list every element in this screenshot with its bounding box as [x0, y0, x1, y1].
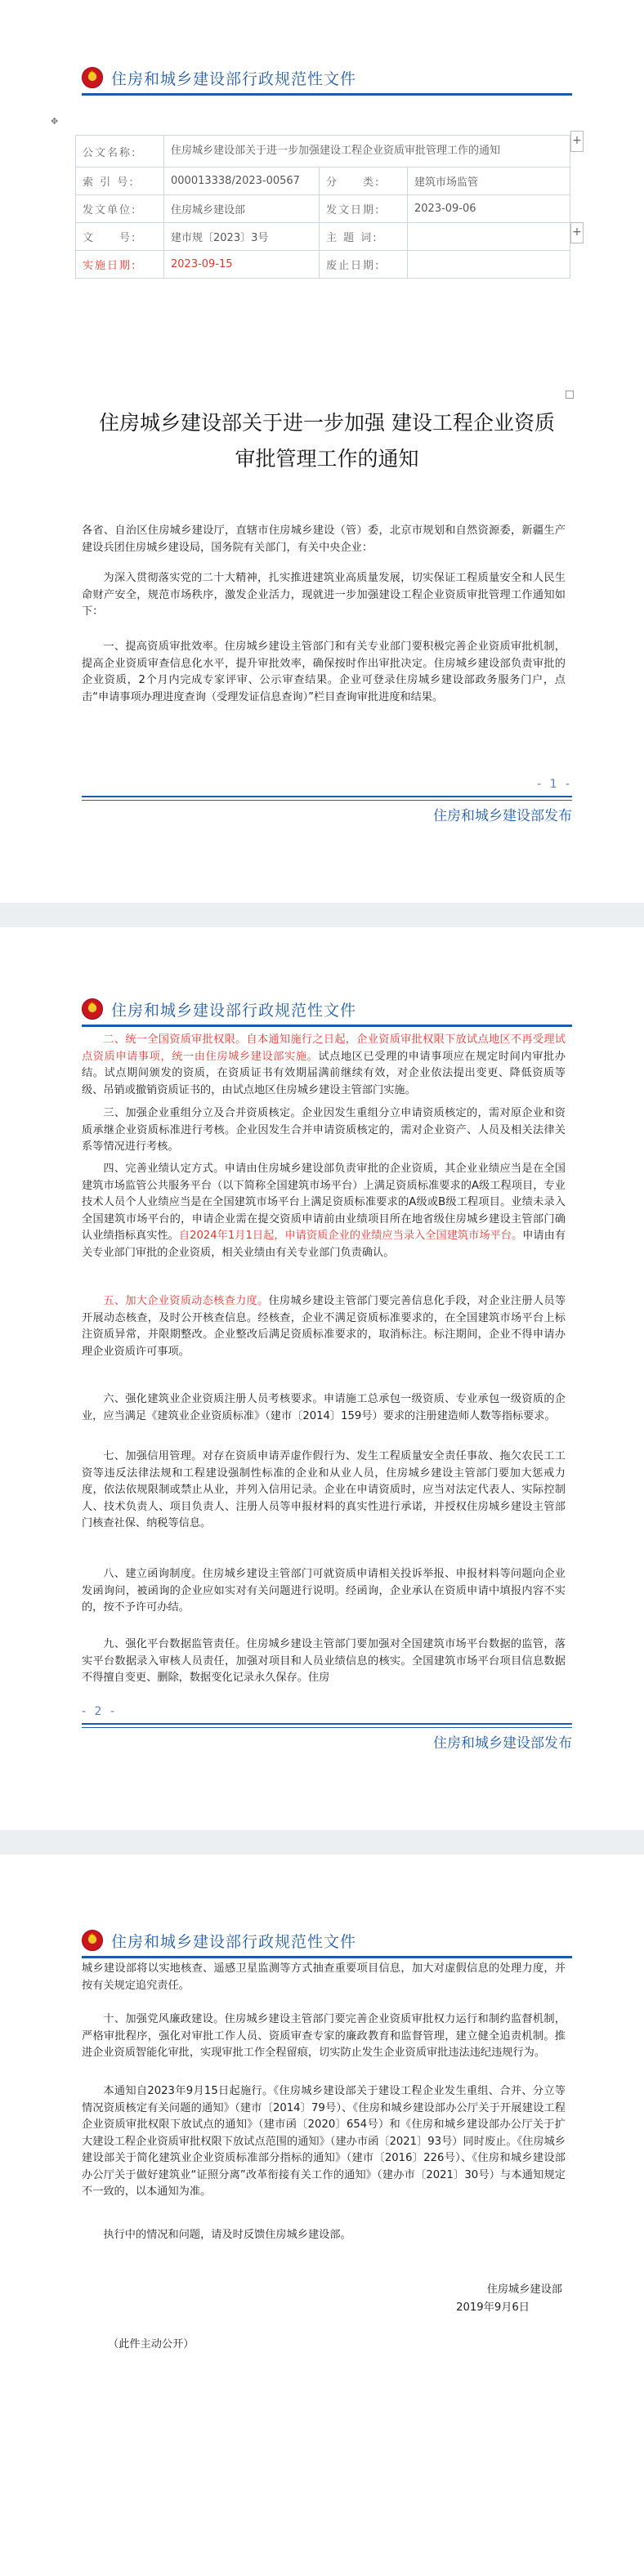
item-10-paragraph: 十、加强党风廉政建设。住房城乡建设主管部门要完善企业资质审批权力运行和制约监督机制，严格审批程序，强化对审批工作人员、资质审查专家的廉政教育和监督管理，建立健全追责机制。推进企业资质智能化审批，实现审批工作全程留痕，切实防止发生企业资质审批违法违纪违规行为。 [82, 2013, 566, 2059]
docno-label: 文 号: [76, 223, 164, 251]
national-emblem-icon [82, 998, 103, 1020]
header-divider [82, 1956, 572, 1958]
item-2-highlight: 二、统一全国资质审批权限。自本通知施行之日起，企业资质审批权限下放试点地区不再受理试点资质申请事项，统一由住房城乡建设部实施。 [82, 1034, 566, 1063]
item-9-paragraph: 九、强化平台数据监管责任。住房城乡建设主管部门要加强对全国建筑市场平台数据的监管，落实平台数据录入审核人员责任，加强对项目和人员业绩信息的核实。全国建筑市场平台项目信息数据不得擅自变更、删除，数据变化记录永久保存。住房 [82, 1638, 566, 1684]
footer-publisher: 住房和城乡建设部发布 [433, 808, 572, 824]
document-title: 住房城乡建设部关于进一步加强 建设工程企业资质审批管理工作的通知 [99, 411, 555, 471]
footer-divider [82, 796, 572, 797]
effective-date-label: 实施日期: [76, 251, 164, 279]
header-divider [82, 93, 572, 96]
item-4-paragraph [82, 1161, 566, 1261]
docno-value: 建市规〔2023〕3号 [164, 223, 320, 251]
item-9-continued: 城乡建设部将以实地核查、遥感卫星监测等方式抽查重要项目信息，加大对虚假信息的处理力度，并按有关规定追究责任。 [82, 1962, 566, 1992]
effective-paragraph: 本通知自2023年9月15日起施行。《住房城乡建设部关于建设工程企业发生重组、合并、分立等情况资质核定有关问题的通知》（建市〔2014〕79号）、《住房和城乡建设部办公厅关于开展建设工程企业资质审批权限下放试点的通知》（建市函〔2020〕654号）和《住房和城乡建设部办公厅关于扩大建设工程企业资质审批权限下放试点范围的通知》（建办市函〔2021〕93号）同时废止。《住房城乡建设部关于简化建筑业企业资质标准部分指标的通知》（建市〔2016〕226号）、《住房和城乡建设部办公厅关于做好建筑业“证照分离”改革衔接有关工作的通知》（建办市〔2021〕30号）与本通知规定不一致的，以本通知为准。 [82, 2085, 566, 2198]
expire-date-value [408, 251, 570, 279]
footer-divider [82, 1723, 572, 1725]
table-resize-handle[interactable] [566, 391, 574, 399]
index-label: 索 引 号: [76, 167, 164, 195]
effective-date-value: 2023-09-15 [164, 251, 320, 279]
issue-date-value: 2023-09-06 [408, 195, 570, 223]
table-row [76, 167, 570, 195]
table-row [76, 251, 570, 279]
addressee: 各省、自治区住房城乡建设厅，直辖市住房城乡建设（管）委，北京市规划和自然资源委，新疆生产建设兵团住房城乡建设局，国务院有关部门，有关中央企业： [82, 525, 566, 554]
national-emblem-icon [82, 1930, 103, 1951]
item-5-paragraph [82, 1293, 566, 1360]
category-value: 建筑市场监管 [408, 167, 570, 195]
page-number: - 1 - [537, 778, 572, 791]
table-row [76, 136, 570, 167]
table-row [76, 195, 570, 223]
item-4-text-a: 四、完善业绩认定方式。申请由住房城乡建设部负责审批的企业资质，其企业业绩应当是在全国建筑市场监管公共服务平台（以下简称全国建筑市场平台）上满足资质标准要求的A级工程项目，专业技术人员个人业绩应当是在全国建筑市场平台上满足资质标准要求的A级或B级工程项目。业绩未录入全国建筑市场平台的，申请企业需在提交资质申请前由业绩项目所在地省级住房城乡建设主管部门确认业绩指标真实性。 [82, 1163, 566, 1242]
item-4-text-b: 申请由有关专业部门审批的企业资质，相关业绩由有关专业部门负责确认。 [82, 1230, 566, 1259]
issuer-value: 住房城乡建设部 [164, 195, 320, 223]
header-divider [82, 1025, 572, 1027]
footer-publisher: 住房和城乡建设部发布 [433, 1735, 572, 1752]
page-footer [82, 1705, 572, 1754]
expire-date-label: 废止日期: [320, 251, 408, 279]
page-header [82, 64, 572, 96]
page-number: - 2 - [82, 1705, 117, 1718]
item-8-paragraph: 八、建立函询制度。住房城乡建设主管部门可就资质申请相关投诉举报、申报材料等问题向企业发函询问，被函询的企业应如实对有关问题进行说明。经函询，企业承认在资质申请中填报内容不实的，按不予许可办结。 [82, 1568, 566, 1614]
item-5-highlight: 五、加大企业资质动态核查力度。 [103, 1295, 269, 1307]
header-title: 住房和城乡建设部行政规范性文件 [111, 1002, 357, 1020]
national-emblem-icon [82, 67, 103, 88]
item-4-highlight: 自2024年1月1日起，申请资质企业的业绩应当录入全国建筑市场平台。 [178, 1230, 523, 1242]
table-row [76, 223, 570, 251]
category-label: 分 类: [320, 167, 408, 195]
item-6-paragraph: 六、强化建筑业企业资质注册人员考核要求。申请施工总承包一级资质、专业承包一级资质的企业，应当满足《建筑业企业资质标准》（建市〔2014〕159号）要求的注册建造师人数等指标要求。 [82, 1393, 566, 1422]
header-title: 住房和城乡建设部行政规范性文件 [111, 70, 357, 88]
item-3-paragraph: 三、加强企业重组分立及合并资质核定。企业因发生重组分立申请资质核定的，需对原企业和资质承继企业资质标准进行考核。企业因发生合并申请资质核定的，需对企业资产、人员及相关法律关系等情况进行考核。 [82, 1107, 566, 1153]
document-metadata-table [75, 135, 570, 279]
title-label: 公文名称: [76, 136, 164, 167]
subject-label: 主 题 词: [320, 223, 408, 251]
item-2-paragraph [82, 1032, 566, 1099]
item-2-text: 试点地区已受理的申请事项应在规定时间内审批办结。试点期间颁发的资质，在资质证书有效期届满前继续有效，对企业依法提出变更、降低资质等级、吊销或撤销资质证书的，由试点地区住房城乡建设主管部门实施。 [82, 1050, 566, 1096]
signature-organization: 住房城乡建设部 [486, 2284, 562, 2296]
document-page-2 [0, 927, 644, 1830]
intro-paragraph: 为深入贯彻落实党的二十大精神，扎实推进建筑业高质量发展，切实保证工程质量安全和人民生命财产安全，规范市场秩序，激发企业活力，现就进一步加强建设工程企业资质审批管理工作通知如下： [82, 572, 566, 618]
item-5-text: 住房城乡建设主管部门要完善信息化手段，对企业注册人员等开展动态核查，及时公开核查信息。经核查，企业不满足资质标准要求的，在全国建筑市场平台上标注资质异常，并限期整改。企业整改后满足资质标准要求的，取消标注。标注期间，企业不得申请办理企业资质许可事项。 [82, 1295, 566, 1358]
index-value: 000013338/2023-00567 [164, 167, 320, 195]
page-footer [82, 778, 572, 827]
subject-value [408, 223, 570, 251]
document-page-1 [0, 0, 644, 903]
page-header [82, 1926, 572, 1959]
header-title: 住房和城乡建设部行政规范性文件 [111, 1933, 357, 1951]
public-note: （此件主动公开） [108, 2338, 195, 2351]
issue-date-label: 发文日期: [320, 195, 408, 223]
closing-paragraph: 执行中的情况和问题，请及时反馈住房城乡建设部。 [103, 2229, 351, 2241]
issuer-label: 发文单位: [76, 195, 164, 223]
item-1-paragraph: 一、提高资质审批效率。住房城乡建设主管部门和有关专业部门要积极完善企业资质审批机制，提高企业资质审查信息化水平，提升审批效率，确保按时作出审批决定。住房城乡建设部负责审批的企业资质，2个月内完成专家评审、公示审查结果。企业可登录住房城乡建设部政务服务门户，点击“申请事项办理进度查询（受理发证信息查询）”栏目查询审批进度和结果。 [82, 641, 566, 703]
item-7-paragraph: 七、加强信用管理。对存在资质申请弄虚作假行为、发生工程质量安全责任事故、拖欠农民工工资等违反法律法规和工程建设强制性标准的企业和从业人员，住房城乡建设主管部门要加大惩戒力度，依法依规限制或禁止从业，并列入信用记录。企业在申请资质时，应当对法定代表人、实际控制人、技术负责人、项目负责人、注册人员等申报材料的真实性进行承诺，并授权住房城乡建设主管部门核查社保、纳税等信息。 [82, 1450, 566, 1529]
page-header [82, 995, 572, 1028]
add-column-button[interactable]: + [570, 131, 584, 152]
document-page-3 [0, 1855, 644, 2576]
title-value: 住房城乡建设部关于进一步加强建设工程企业资质审批管理工作的通知 [164, 136, 570, 167]
table-move-handle-icon[interactable]: ✥ [51, 116, 59, 127]
add-column-button-2[interactable]: + [570, 222, 584, 243]
signature-date: 2019年9月6日 [456, 2301, 530, 2314]
